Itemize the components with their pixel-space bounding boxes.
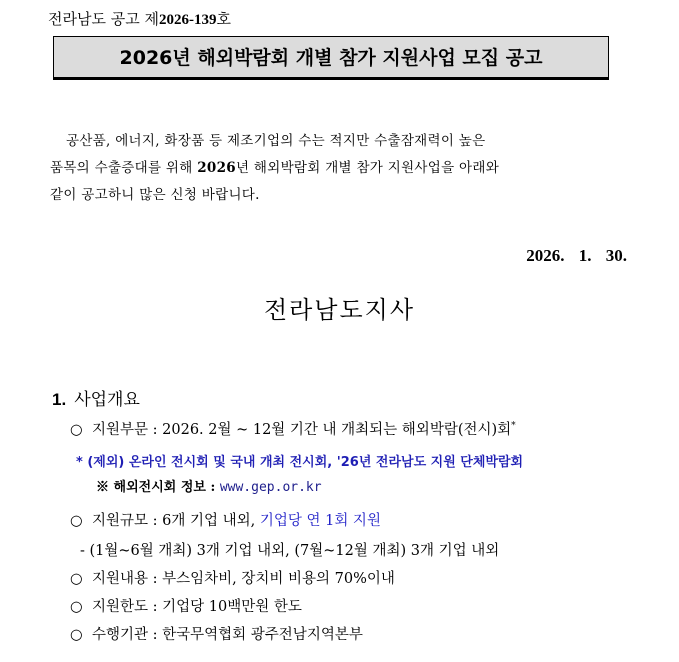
support-scale-detail: - (1월~6월 개최) 3개 기업 내외, (7월~12월 개최) 3개 기업 내외 (80, 543, 500, 559)
notice-date: 2026. 1. 30. (526, 246, 627, 265)
notice-prefix: 전라남도 공고 제 (48, 10, 159, 28)
section-heading (52, 385, 140, 410)
support-content-item (70, 567, 395, 588)
notice-number-value: 2026-139 (158, 12, 217, 28)
intro-line-2 (50, 156, 499, 176)
support-scale-value: 6개 기업 내외, (162, 513, 256, 529)
executor-value: 한국무역협회 광주전남지역본부 (162, 627, 363, 643)
notice-number (48, 8, 231, 29)
support-scale-label: 지원규모 : (92, 513, 158, 529)
support-limit-value: 기업당 10백만원 한도 (162, 599, 302, 615)
support-limit-label: 지원한도 : (92, 599, 158, 615)
support-field-label: 지원부문 : (92, 422, 158, 438)
section-number: 1. (52, 390, 67, 409)
support-scale-highlight: 기업당 연 1회 지원 (259, 513, 381, 529)
executor-label: 수행기관 : (92, 627, 158, 643)
intro-line-3: 같이 공고하니 많은 신청 바랍니다. (50, 187, 260, 203)
circle-bullet-icon: ○ (70, 513, 83, 529)
exclusion-note: * (제외) 온라인 전시회 및 국내 개최 전시회, '26년 전라남도 지원 단체박람회 (76, 455, 524, 470)
exhibition-info-label: ※ 해외전시회 정보 : (96, 480, 216, 495)
intro-line-2-post: 년 해외박람회 개별 참가 지원사업을 아래와 (235, 160, 500, 176)
intro-line-1: 공산품, 에너지, 화장품 등 제조기업의 수는 적지만 수출잠재력이 높은 (66, 133, 486, 149)
support-field-item (70, 418, 516, 439)
support-content-label: 지원내용 : (92, 571, 158, 587)
circle-bullet-icon: ○ (70, 571, 83, 587)
support-scale-item (70, 509, 381, 530)
intro-line-2-pre: 품목의 수출증대를 위해 (50, 160, 198, 176)
section-title: 사업개요 (74, 390, 140, 410)
support-limit-item (70, 595, 302, 616)
circle-bullet-icon: ○ (70, 627, 83, 643)
document-title: 2026년 해외박람회 개별 참가 지원사업 모집 공고 (53, 36, 609, 80)
exhibition-info (96, 476, 322, 495)
executor-item (70, 623, 363, 644)
intro-line-2-year: 2026 (197, 160, 236, 176)
support-field-value: 2026. 2월 ~ 12월 기간 내 개최되는 해외박람(전시)회 (162, 422, 512, 438)
issuer-name: 전라남도지사 (263, 296, 416, 324)
circle-bullet-icon: ○ (70, 422, 83, 438)
circle-bullet-icon: ○ (70, 599, 83, 615)
support-content-value: 부스임차비, 장치비 비용의 70%이내 (162, 571, 395, 587)
exhibition-info-link[interactable]: www.gep.or.kr (219, 480, 322, 495)
notice-suffix: 호 (216, 10, 231, 28)
footnote-mark: * (511, 421, 516, 432)
